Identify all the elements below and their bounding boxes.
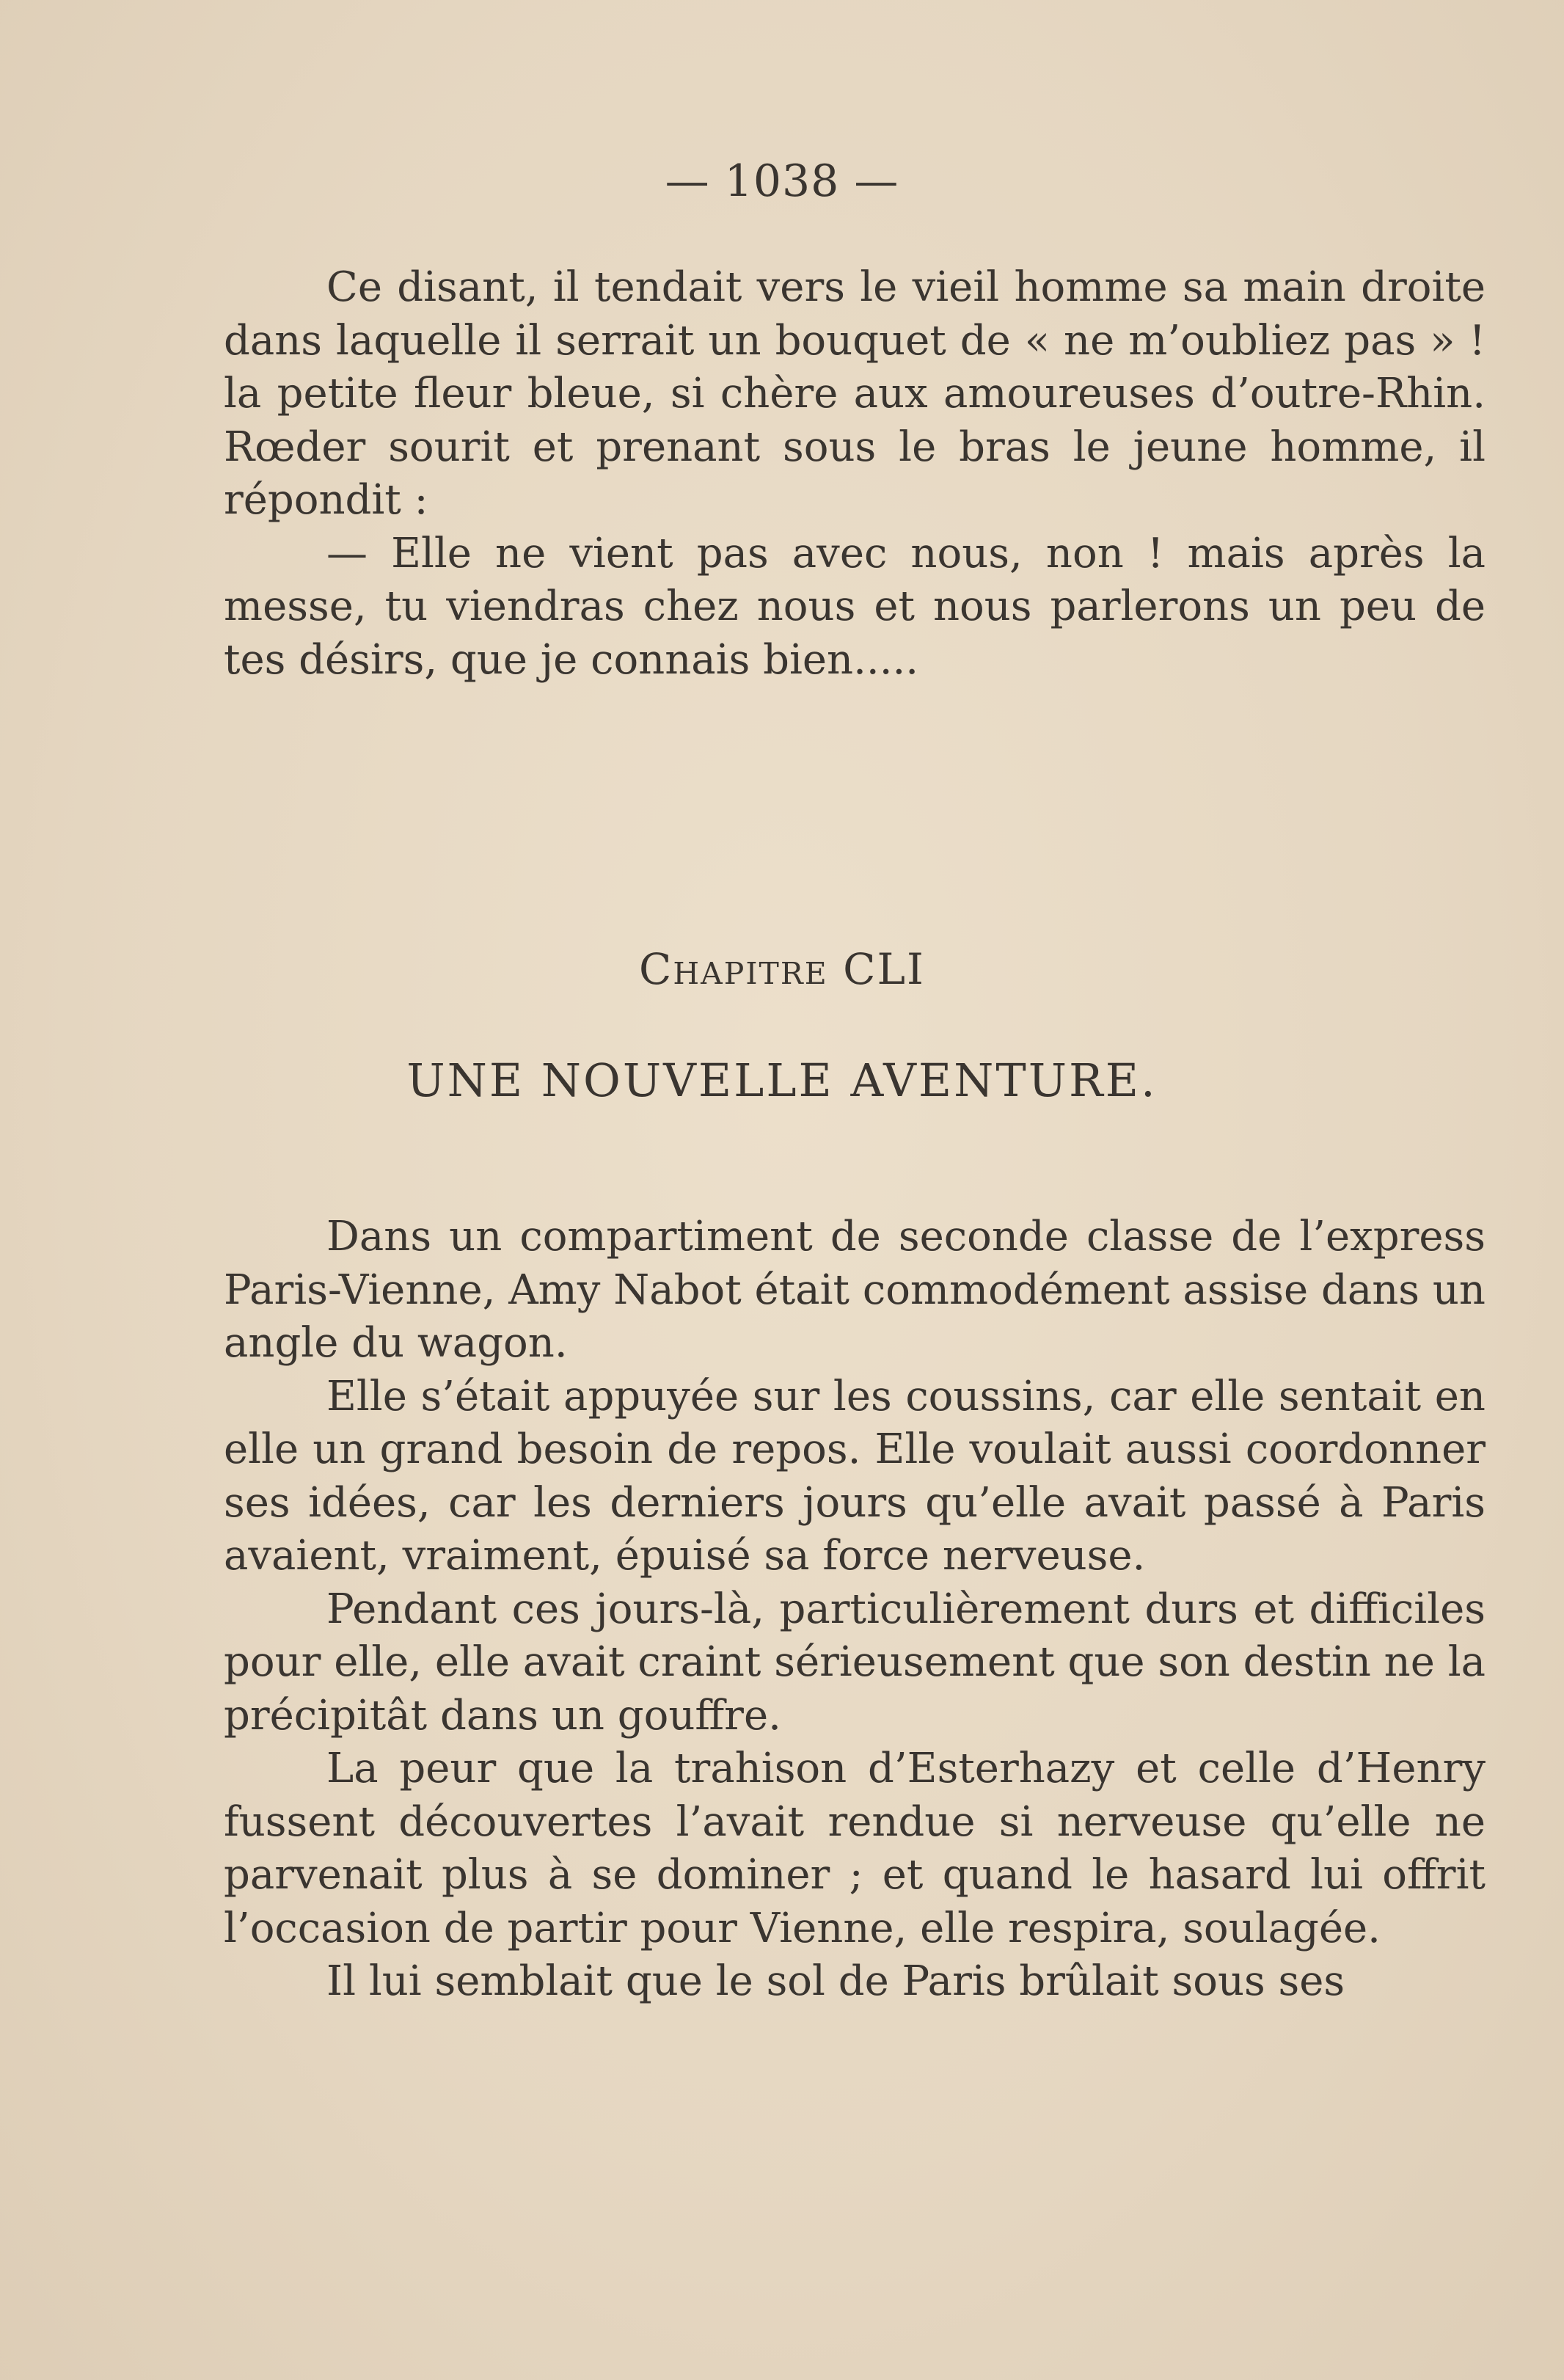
text-block-top (224, 261, 1486, 687)
text-block-chapter (224, 1211, 1486, 2009)
paragraph: Dans un compartiment de seconde classe de l’express Paris-Vienne, Amy Nabot était commodément assise dans un angle du wagon. (224, 1213, 1486, 1367)
paragraph: — Elle ne vient pas avec nous, non ! mais après la messe, tu viendras chez nous et nous parlerons un peu de tes désirs, que je connais bien..... (224, 529, 1486, 684)
page-number: — 1038 — (665, 156, 899, 207)
paragraph: Il lui semblait que le sol de Paris brûlait sous ses (326, 1957, 1345, 2005)
paragraph: Elle s’était appuyée sur les coussins, car elle sentait en elle un grand besoin de repos. Elle voulait aussi coordonner ses idées, car les derniers jours qu’elle avait passé à Paris avaient, vraiment, épuisé sa force nerveuse. (224, 1372, 1486, 1580)
paragraph: La peur que la trahison d’Esterhazy et celle d’Henry fussent découvertes l’avait rendue si nerveuse qu’elle ne parvenait plus à se dominer ; et quand le hasard lui offrit l’occasion de partir pour Vienne, elle respira, soulagée. (224, 1745, 1486, 1952)
chapter-label: Chapitre CLI (639, 944, 925, 994)
paragraph: Ce disant, il tendait vers le vieil homme sa main droite dans laquelle il serrait un bouquet de « ne m’oubliez pas » ! la petite fleur bleue, si chère aux amoureuses d’outre-Rhin. Rœder sourit et prenant sous le bras le jeune homme, il répondit : (224, 263, 1486, 524)
chapter-title: UNE NOUVELLE AVENTURE. (406, 1054, 1158, 1107)
paragraph: Pendant ces jours-là, particulièrement durs et difficiles pour elle, elle avait craint sérieusement que son destin ne la précipitât dans un gouffre. (224, 1585, 1486, 1740)
